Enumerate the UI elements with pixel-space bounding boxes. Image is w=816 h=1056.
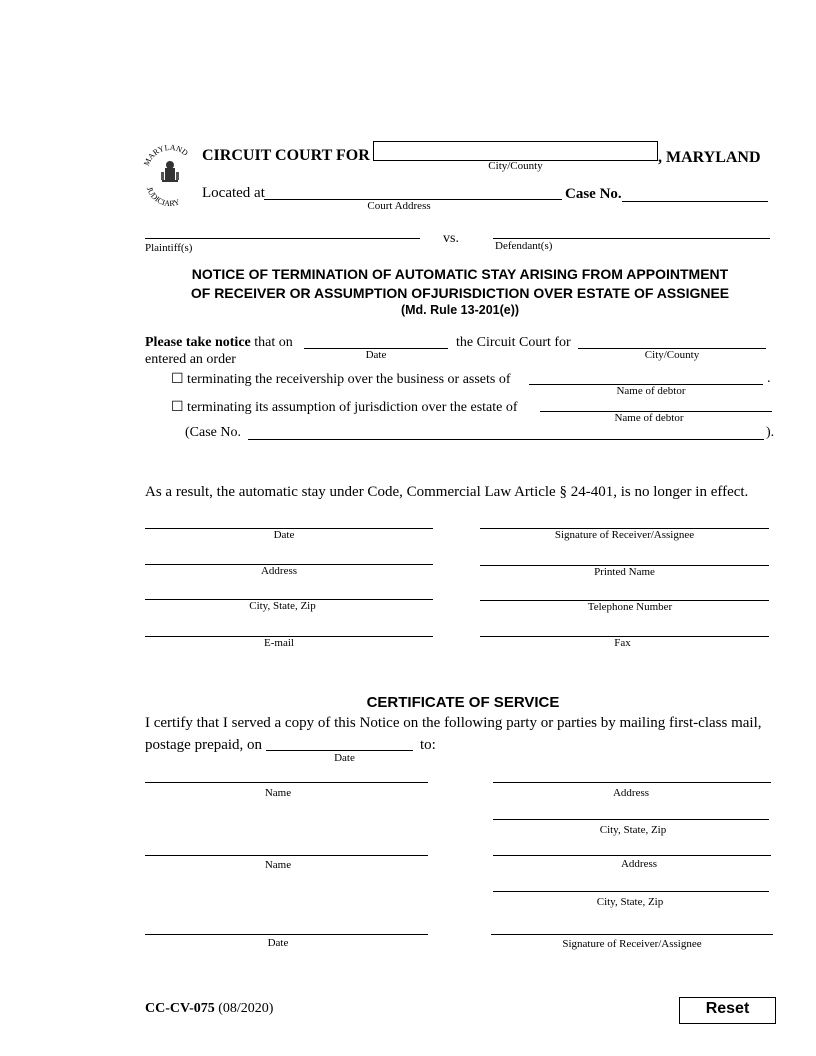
certificate-to: to:	[420, 737, 436, 753]
signature-caption: Signature of Receiver/Assignee	[554, 529, 695, 541]
form-id	[145, 1001, 273, 1017]
case-no-end: ).	[766, 425, 775, 440]
located-at-label: Located at	[202, 185, 265, 201]
notice-city-county-caption: City/County	[644, 349, 700, 361]
fax-caption: Fax	[614, 637, 631, 649]
email-caption: E-mail	[264, 637, 294, 649]
cert-signature-input[interactable]	[491, 934, 773, 935]
rule-citation: (Md. Rule 13-201(e))	[400, 303, 520, 317]
cert-signature-caption: Signature of Receiver/Assignee	[562, 938, 702, 950]
party1-address-input[interactable]	[493, 782, 771, 783]
option1-end: .	[767, 371, 771, 386]
party1-name-caption: Name	[264, 787, 292, 799]
party2-city-caption: City, State, Zip	[596, 896, 664, 908]
circuit-court-label: CIRCUIT COURT FOR	[202, 147, 370, 164]
debtor2-caption: Name of debtor	[614, 412, 684, 424]
printed-name-caption: Printed Name	[594, 566, 655, 578]
party2-city-input[interactable]	[493, 891, 769, 892]
service-date-caption: Date	[334, 752, 355, 764]
city-county-input[interactable]	[373, 141, 658, 161]
reset-button[interactable]: Reset	[679, 997, 776, 1024]
seal-top-text: MARYLAND	[142, 142, 190, 168]
seal-icon	[140, 142, 200, 208]
certificate-text2: postage prepaid, on	[145, 737, 263, 753]
court-address-caption: Court Address	[367, 200, 431, 212]
sig-city-caption: City, State, Zip	[249, 600, 316, 612]
defendant-caption: Defendant(s)	[495, 240, 553, 252]
entered-an-order: entered an order	[145, 352, 236, 367]
party2-address-input[interactable]	[493, 855, 771, 856]
cert-date-input[interactable]	[145, 934, 428, 935]
title-line1: NOTICE OF TERMINATION OF AUTOMATIC STAY ARISING FROM APPOINTMENT	[191, 266, 729, 282]
option1-text[interactable]: ☐ terminating the receivership over the business or assets of	[171, 372, 511, 387]
certificate-heading: CERTIFICATE OF SERVICE	[366, 694, 560, 711]
sig-date-caption: Date	[273, 529, 295, 541]
plaintiff-caption: Plaintiff(s)	[145, 242, 193, 254]
party2-address-caption: Address	[620, 858, 658, 870]
party1-city-input[interactable]	[493, 819, 769, 820]
cert-date-caption: Date	[267, 937, 289, 949]
case-no-input[interactable]	[622, 201, 768, 202]
certificate-text1: I certify that I served a copy of this Notice on the following party or parties by mailing first-class mail,	[145, 715, 762, 731]
party2-name-caption: Name	[264, 859, 292, 871]
maryland-label: , MARYLAND	[658, 149, 761, 166]
party2-name-input[interactable]	[145, 855, 428, 856]
service-date-input[interactable]	[266, 750, 413, 751]
notice-date-caption: Date	[365, 349, 387, 361]
seal-bottom-text: JUDICIARY	[144, 185, 181, 208]
option2-text[interactable]: ☐ terminating its assumption of jurisdiction over the estate of	[171, 400, 518, 415]
circuit-court-for-text: the Circuit Court for	[456, 335, 571, 350]
party1-address-caption: Address	[612, 787, 650, 799]
plaintiff-input[interactable]	[145, 238, 420, 239]
sig-address-caption: Address	[260, 565, 298, 577]
case-no-text: (Case No.	[185, 425, 241, 440]
telephone-caption: Telephone Number	[587, 601, 673, 613]
form-date: (08/2020)	[214, 1001, 274, 1016]
form-number: CC-CV-075	[145, 1001, 215, 1016]
title-line2: OF RECEIVER OR ASSUMPTION OFJURISDICTION OVER ESTATE OF ASSIGNEE	[190, 285, 730, 301]
party1-name-input[interactable]	[145, 782, 428, 783]
result-statement: As a result, the automatic stay under Code, Commercial Law Article § 24-401, is no longer in effect.	[145, 484, 749, 500]
case-no-label: Case No.	[565, 186, 622, 202]
city-county-caption: City/County	[488, 160, 543, 172]
notice-case-no-input[interactable]	[248, 439, 764, 440]
party1-city-caption: City, State, Zip	[599, 824, 667, 836]
judiciary-seal	[140, 142, 200, 208]
debtor1-caption: Name of debtor	[616, 385, 686, 397]
vs-label: vs.	[443, 231, 459, 246]
defendant-input[interactable]	[493, 238, 770, 239]
that-on: that on	[250, 335, 293, 350]
notice-line	[145, 335, 293, 351]
please-take-notice: Please take notice	[145, 335, 251, 350]
